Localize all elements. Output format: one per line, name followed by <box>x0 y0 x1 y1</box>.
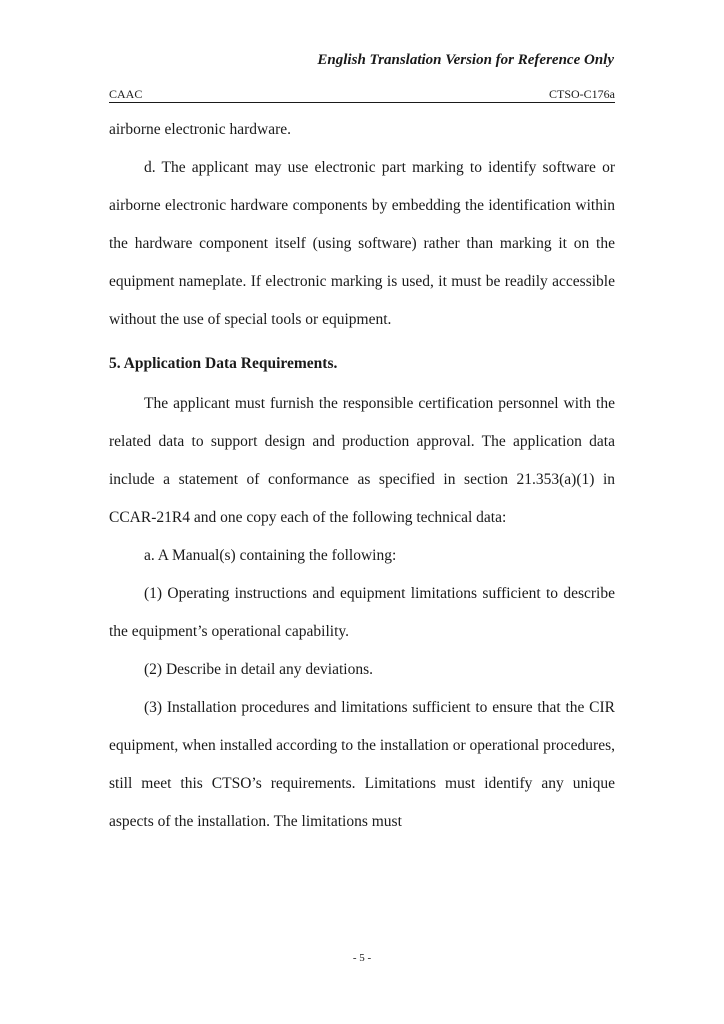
translation-banner: English Translation Version for Reference Only <box>317 52 614 68</box>
paragraph-installation-procedures: (3) Installation procedures and limitations sufficient to ensure that the CIR equipment, when installed according to the installation or operational procedures, still meet this CTSO’s requirements. Limitations must identify any unique aspects of the installation. The limitations must <box>109 699 615 830</box>
header-left-caac: CAAC <box>109 87 143 101</box>
paragraph-application-data: The applicant must furnish the responsible certification personnel with the related data to support design and production approval. The application data include a statement of conformance as specified in section 21.353(a)(1) in CCAR-21R4 and one copy each of the following technical data: <box>109 395 615 526</box>
paragraph-manual: a. A Manual(s) containing the following: <box>144 547 397 564</box>
paragraph-electronic-marking: d. The applicant may use electronic part marking to identify software or airborne electronic hardware components by embedding the identification within the hardware component itself (using software) rather than marking it on the equipment nameplate. If electronic marking is used, it must be readily accessible without the use of special tools or equipment. <box>109 159 615 328</box>
header-right-doc-id: CTSO-C176a <box>549 87 615 101</box>
paragraph-operating-instructions: (1) Operating instructions and equipment limitations sufficient to describe the equipment’s operational capability. <box>109 585 615 640</box>
page-header <box>109 87 615 103</box>
paragraph-deviations: (2) Describe in detail any deviations. <box>144 661 373 678</box>
paragraph-continuation: airborne electronic hardware. <box>109 121 292 138</box>
page-number: - 5 - <box>352 952 372 964</box>
document-body <box>109 111 615 841</box>
section-heading: 5. Application Data Requirements. <box>109 355 338 372</box>
